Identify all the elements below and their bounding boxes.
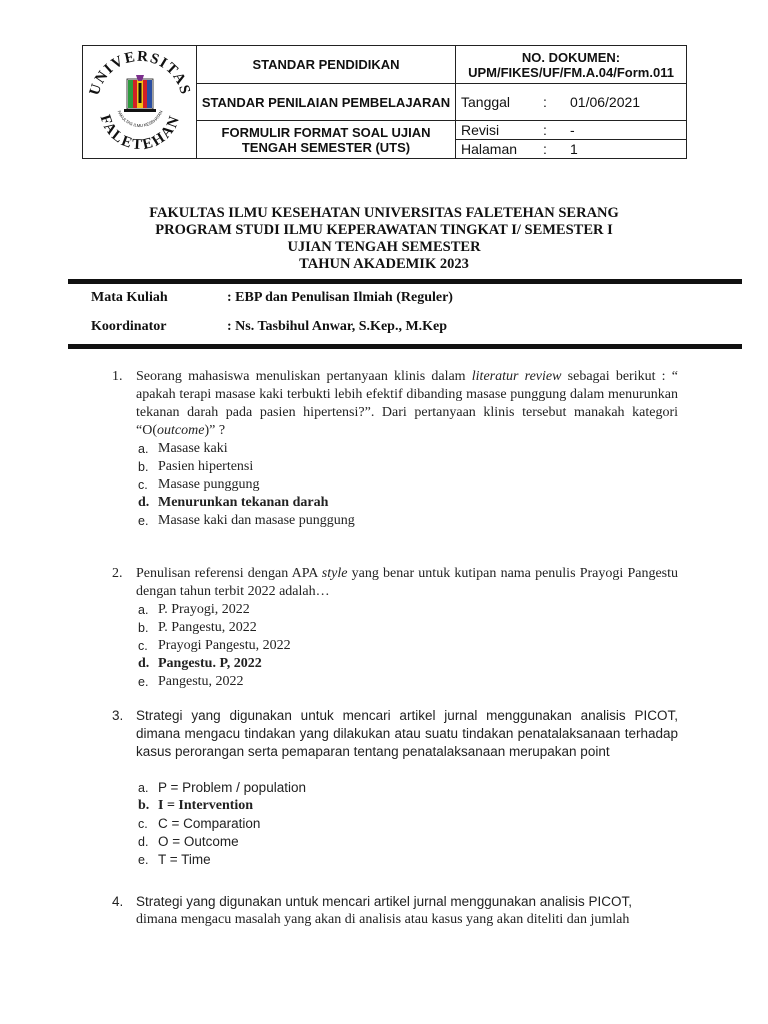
faculty-title: FAKULTAS ILMU KESEHATAN UNIVERSITAS FALETEHAN SERANG [149,205,619,221]
revision-value: - [570,122,575,138]
doc-number-label: NO. DOKUMEN: [521,49,621,65]
document-header-table [82,45,687,159]
question-number: 2. [112,566,123,581]
question-option-e: e. Masase kaki dan masase punggung [138,513,355,528]
question-option-d: d. Pangestu. P, 2022 [138,656,262,671]
revision-separator: : [543,122,547,138]
question-4 [112,893,678,929]
question-option-c: c. C = Comparation [138,816,261,831]
university-logo [86,47,194,155]
question-option-b: b. Pasien hipertensi [138,459,254,474]
exam-name: UJIAN TENGAH SEMESTER [287,239,481,255]
bottom-divider [68,344,742,349]
page-label: Halaman [461,141,518,157]
logo-text-top: UNIVERSITAS [86,48,193,97]
header-date-cell [456,84,687,121]
question-stem: Penulisan referensi dengan APA style yang benar untuk kutipan nama penulis Prayogi Pangestu dengan tahun terbit 2022 adalah… [136,566,678,599]
logo-inner-text: FAKULTAS ILMU KESEHATAN [116,109,163,128]
question-option-c: c. Masase punggung [138,477,260,492]
question-option-d: d. Menurunkan tekanan darah [138,495,329,510]
question-option-b: b. I = Intervention [138,798,254,813]
question-number: 1. [112,369,123,384]
doc-number-value: UPM/FIKES/UF/FM.A.04/Form.011 [468,64,674,80]
date-value: 01/06/2021 [570,94,641,110]
question-stem: Seorang mahasiswa menuliskan pertanyaan klinis dalam literatur review sebagai berikut : “ apakah terapi masase kaki terbukti lebih efektif dibanding masase punggung dalam menurunkan tekanan darah pada pasien hipertensi?”. Dari pertanyaan klinis tersebut manakah kategori “O(outcome)” ? [136,369,678,438]
question-number: 4. [112,894,124,909]
question-option-b: b. P. Pangestu, 2022 [138,620,257,635]
exam-title [0,205,768,273]
question-1 [112,368,678,530]
header-standard-assessment: STANDAR PENILAIAN PEMBELAJARAN [197,84,456,121]
question-option-e: e. T = Time [138,852,211,867]
page-separator: : [543,141,547,157]
logo-text-bottom: FALETEHAN [96,112,184,153]
question-option-c: c. Prayogi Pangestu, 2022 [138,638,291,653]
header-standard-education: STANDAR PENDIDIKAN [197,46,456,84]
program-title: PROGRAM STUDI ILMU KEPERAWATAN TINGKAT I/ SEMESTER I [155,222,613,238]
question-3 [112,707,678,869]
subject-label: Mata Kuliah [91,290,168,305]
logo-emblem [124,75,156,112]
academic-year: TAHUN AKADEMIK 2023 [299,256,469,272]
question-2 [112,565,678,691]
top-divider [68,279,742,284]
question-options [138,601,678,691]
coordinator-value: : Ns. Tasbihul Anwar, S.Kep., M.Kep [227,319,448,334]
logo-cell [83,46,197,159]
question-options [138,779,678,869]
question-option-a: a. P = Problem / population [138,780,306,795]
revision-label: Revisi [461,122,500,138]
coordinator-label: Koordinator [91,319,167,334]
header-revision-page-cell [456,121,687,159]
question-stem-line-2: dimana mengacu masalah yang akan di analisis atau kasus yang akan diteliti dan jumlah [136,912,630,927]
question-option-a: a. Masase kaki [138,441,228,456]
date-label: Tanggal [461,94,511,110]
header-document-number [456,46,687,84]
header-form-title: FORMULIR FORMAT SOAL UJIAN TENGAH SEMESTER (UTS) [197,121,456,159]
question-option-e: e. Pangestu, 2022 [138,674,244,689]
question-stem-line-1: Strategi yang digunakan untuk mencari artikel jurnal menggunakan analisis PICOT, [136,894,633,909]
date-separator: : [543,94,547,110]
question-stem: Strategi yang digunakan untuk mencari artikel jurnal menggunakan analisis PICOT, dimana mengacu tindakan yang dilakukan atau suatu tindakan penatalaksanaan terhadap kasus perorangan serta pemaparan tentang penatalaksanaan merupakan point [136,708,678,759]
question-number: 3. [112,708,124,723]
question-option-a: a. P. Prayogi, 2022 [138,602,250,617]
question-option-d: d. O = Outcome [138,834,239,849]
subject-value: : EBP dan Penulisan Ilmiah (Reguler) [227,290,453,305]
page-value: 1 [570,141,578,157]
question-options [138,440,678,530]
